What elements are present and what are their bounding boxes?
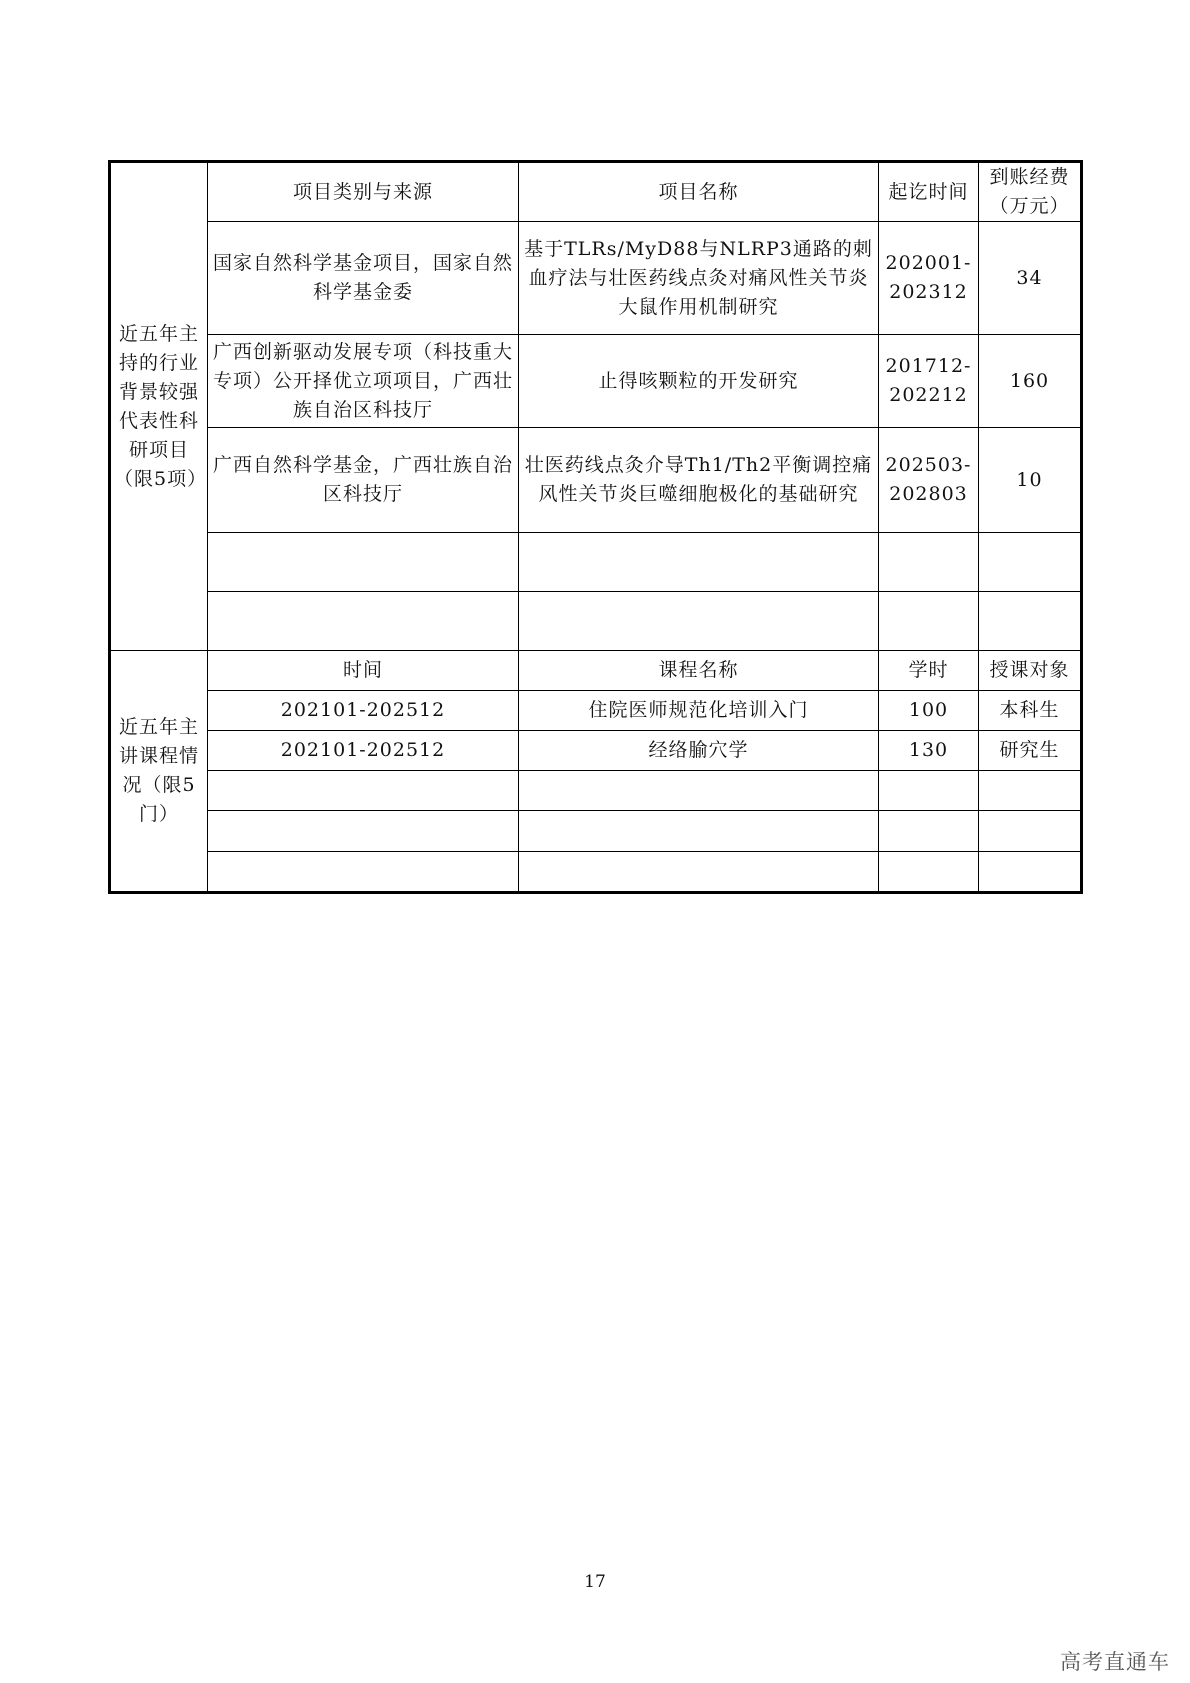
empty-row	[110, 533, 1082, 592]
empty-row	[110, 771, 1082, 811]
course-hours: 100	[879, 691, 979, 731]
research-section-label: 近五年主持的行业背景较强代表性科研项目（限5项）	[110, 162, 208, 651]
header-time: 时间	[208, 651, 519, 691]
course-hours: 130	[879, 731, 979, 771]
project-name: 基于TLRs/MyD88与NLRP3通路的刺血疗法与壮医药线点灸对痛风性关节炎大鼠作用机制研究	[519, 222, 879, 335]
teacher-info-table	[108, 160, 1083, 894]
page-number: 17	[584, 1572, 606, 1592]
empty-row	[110, 811, 1082, 852]
table-row	[110, 731, 1082, 771]
project-period: 201712-202212	[879, 335, 979, 428]
project-category: 广西自然科学基金，广西壮族自治区科技厅	[208, 428, 519, 533]
project-funding: 10	[979, 428, 1082, 533]
project-name: 止得咳颗粒的开发研究	[519, 335, 879, 428]
table-row	[110, 428, 1082, 533]
table-row	[110, 691, 1082, 731]
project-name: 壮医药线点灸介导Th1/Th2平衡调控痛风性关节炎巨噬细胞极化的基础研究	[519, 428, 879, 533]
table-row	[110, 335, 1082, 428]
course-audience: 本科生	[979, 691, 1082, 731]
course-name: 住院医师规范化培训入门	[519, 691, 879, 731]
header-period: 起讫时间	[879, 162, 979, 222]
project-funding: 160	[979, 335, 1082, 428]
watermark-text: 高考直通车	[1060, 1650, 1170, 1674]
header-course-name: 课程名称	[519, 651, 879, 691]
courses-header-row	[110, 651, 1082, 691]
research-header-row	[110, 162, 1082, 222]
header-category: 项目类别与来源	[208, 162, 519, 222]
course-time: 202101-202512	[208, 691, 519, 731]
header-audience: 授课对象	[979, 651, 1082, 691]
project-period: 202001-202312	[879, 222, 979, 335]
project-funding: 34	[979, 222, 1082, 335]
course-audience: 研究生	[979, 731, 1082, 771]
header-funding: 到账经费（万元）	[979, 162, 1082, 222]
empty-row	[110, 592, 1082, 651]
courses-section-label: 近五年主讲课程情况（限5门）	[110, 651, 208, 893]
table-row	[110, 222, 1082, 335]
project-period: 202503-202803	[879, 428, 979, 533]
project-category: 广西创新驱动发展专项（科技重大专项）公开择优立项项目，广西壮族自治区科技厅	[208, 335, 519, 428]
header-hours: 学时	[879, 651, 979, 691]
course-name: 经络腧穴学	[519, 731, 879, 771]
header-project-name: 项目名称	[519, 162, 879, 222]
project-category: 国家自然科学基金项目，国家自然科学基金委	[208, 222, 519, 335]
course-time: 202101-202512	[208, 731, 519, 771]
empty-row	[110, 852, 1082, 893]
